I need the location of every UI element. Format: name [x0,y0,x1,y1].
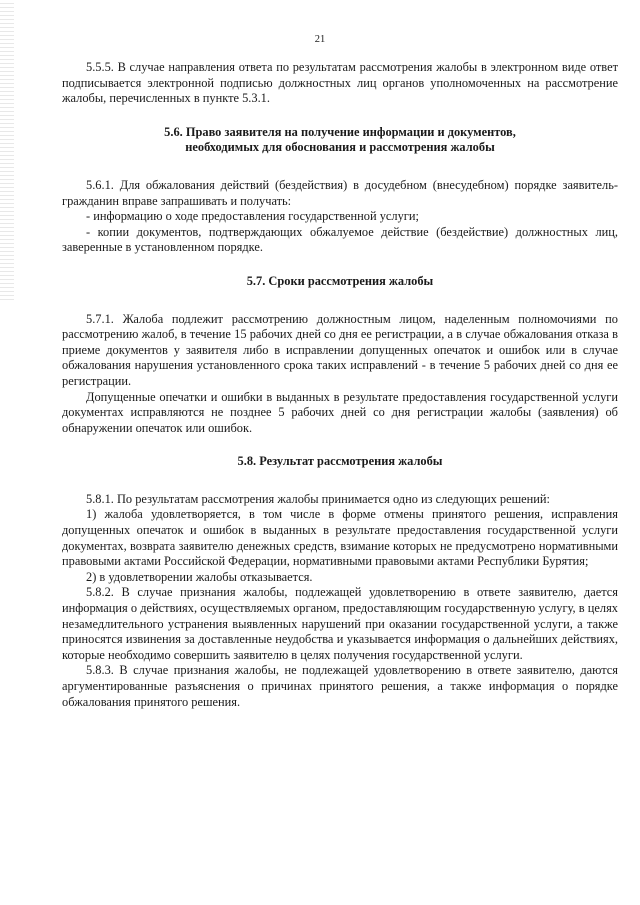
paragraph: 5.5.5. В случае направления ответа по результатам рассмотрения жалобы в электронном виде ответ подписывается электронной подписью должностных лиц органов уполномоченных на рассмотрение жалобы, перечисленных в пункте 5.3.1. [62,60,618,106]
paragraph: - копии документов, подтверждающих обжалуемое действие (бездействие) должностных лиц, заверенные в установленном порядке. [62,224,618,255]
paragraph: - информацию о ходе предоставления государственной услуги; [86,209,419,224]
section-heading [62,125,618,156]
scan-margin-artifact [0,0,14,300]
spacer [62,436,618,454]
paragraph: 1) жалоба удовлетворяется, в том числе в форме отмены принятого решения, исправления допущенных опечаток и ошибок в выданных в результате предоставления государственной услуги документах, возврата заявителю денежных средств, взимание которых не предусмотрено нормативными правовыми актами Российской Федерации, нормативными правовыми актами Республики Бурятия; [62,507,618,569]
spacer [62,107,618,125]
section-heading-line: необходимых для обоснования и рассмотрения жалобы [185,140,495,155]
paragraph: 2) в удовлетворении жалобы отказывается. [86,569,313,584]
paragraph: 5.7.1. Жалоба подлежит рассмотрению должностным лицом, наделенным полномочиями по рассмотрению жалоб, в течение 15 рабочих дней со дня ее регистрации, а в случае обжалования отказа в приеме документов у заявителя либо в исправлении допущенных опечаток и ошибок или в случае обжалования нарушения установленного срока таких исправлений - в течение 5 рабочих дней со дня ее регистрации. [62,311,618,388]
document-body [62,60,618,710]
spacer [62,290,618,312]
page-number: 21 [314,34,326,45]
paragraph: 5.6.1. Для обжалования действий (бездействия) в досудебном (внесудебном) порядке заявитель-гражданин вправе запрашивать и получать: [62,177,618,208]
spacer [62,156,618,178]
section-heading-line: 5.8. Результат рассмотрения жалобы [237,454,443,469]
paragraph: 5.8.3. В случае признания жалобы, не подлежащей удовлетворению в ответе заявителю, даются аргументированные разъяснения о причинах принятого решения, а также информация о порядке обжалования принятого решения. [62,663,618,709]
section-heading [62,454,618,470]
spacer [62,256,618,274]
paragraph: 5.8.1. По результатам рассмотрения жалобы принимается одно из следующих решений: [86,491,550,506]
section-heading [62,274,618,290]
spacer [62,470,618,492]
section-heading-line: 5.7. Сроки рассмотрения жалобы [246,273,434,288]
paragraph: Допущенные опечатки и ошибки в выданных в результате предоставления государственной услуги документах исправляются не позднее 5 рабочих дней со дня регистрации жалобы (заявления) об обнаружении опечаток или ошибок. [62,389,618,435]
section-heading-line: 5.6. Право заявителя на получение информации и документов, [164,124,516,139]
paragraph: 5.8.2. В случае признания жалобы, подлежащей удовлетворению в ответе заявителю, дается информация о действиях, осуществляемых органом, предоставляющим государственную услугу, в целях незамедлительного устранения выявленных нарушений при оказании государственной услуги, а также приносятся извинения за доставленные неудобства и указывается информация о дальнейших действиях, которые необходимо совершить заявителю в целях получения государственной услуги. [62,585,618,662]
